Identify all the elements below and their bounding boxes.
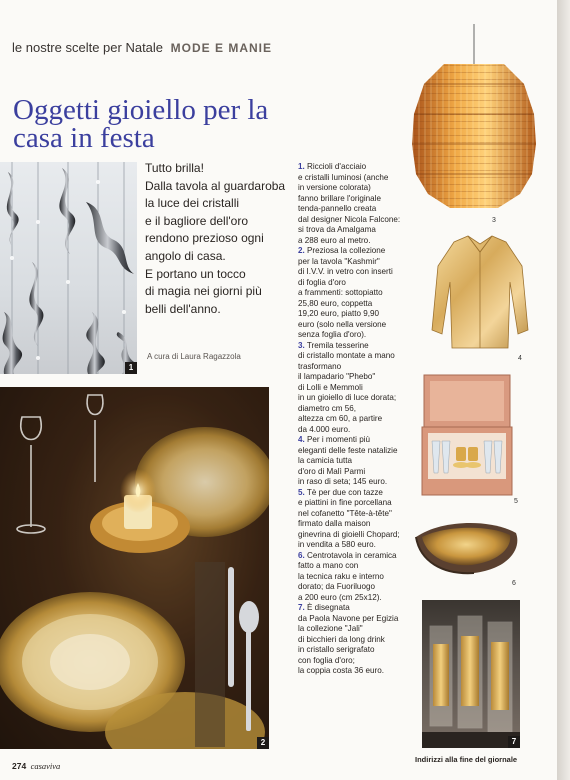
photo-number-5: 5 <box>514 498 518 503</box>
item-line: in un gioiello di luce dorata; <box>298 393 397 402</box>
intro-line: rendono prezioso ogni <box>145 231 264 246</box>
description-item-5 <box>298 488 423 499</box>
page-number: 274 <box>12 761 27 771</box>
item-line: Preziosa la collezione <box>307 246 386 255</box>
item-number: 6. <box>298 550 305 560</box>
item-line: Riccioli d'acciaio <box>307 162 367 171</box>
item-line: da Paola Navone per Egizia <box>298 613 399 623</box>
intro-line: angolo di casa. <box>145 248 226 263</box>
item-line: di Lolli e Memmoli <box>298 382 363 392</box>
description-item-6 <box>298 551 423 562</box>
item-line: a 200 euro (cm 25x12). <box>298 592 382 602</box>
item-number: 1. <box>298 162 305 171</box>
description-item-7 <box>298 603 423 614</box>
intro-line: belli dell'anno. <box>145 301 221 316</box>
item-line: dal designer Nicola Falcone: <box>298 214 401 224</box>
magazine-name: casaviva <box>30 761 61 771</box>
intro-line: e il bagliore dell'oro <box>145 213 249 228</box>
item-line: di cristallo montate a mano <box>298 351 395 360</box>
intro-line: la luce dei cristalli <box>145 196 240 211</box>
item-line: la tecnica raku e interno <box>298 571 384 581</box>
item-line: È disegnata <box>307 603 350 612</box>
item-line: e piattini in fine porcellana <box>298 498 392 507</box>
item-line: la coppia costa 36 euro. <box>298 666 384 675</box>
description-item-3 <box>298 341 423 352</box>
shirt-illustration <box>430 230 530 362</box>
addresses-note: Indirizzi alla fine del giornale <box>415 755 518 764</box>
photo-glasses <box>422 600 520 748</box>
item-number: 5. <box>298 487 305 497</box>
photo-table-setting <box>0 387 269 749</box>
header-kicker: le nostre scelte per Natale <box>12 40 164 55</box>
item-line: ginevrina di gioielli Chopard; <box>298 529 400 539</box>
item-line: di bicchieri da long drink <box>298 634 385 644</box>
item-line: da 4.000 euro. <box>298 424 351 434</box>
item-line: nel cofanetto "Tête-à-tête" <box>298 508 392 518</box>
item-line: trasformano <box>298 361 342 371</box>
item-line: tenda-pannello creata <box>298 204 377 213</box>
item-line: si trova da Amalgama <box>298 225 376 234</box>
item-line: diametro cm 56, <box>298 403 357 413</box>
item-line: la collezione "Jali" <box>298 624 363 633</box>
item-line: 19,20 euro, piatto 9,90 <box>298 309 380 318</box>
item-line: fanno brillare l'originale <box>298 193 381 203</box>
item-number: 4. <box>298 435 305 444</box>
item-line: in cristallo serigrafato <box>298 645 375 654</box>
item-line: Tremila tesserine <box>306 340 369 350</box>
header-section: MODE E MANIE <box>170 41 272 55</box>
item-line: a frammenti: sottopiatto <box>298 288 383 297</box>
item-line: Centrotavola in ceramica <box>307 550 397 560</box>
photo-number-2: 2 <box>257 737 269 749</box>
centerpiece-illustration <box>412 513 524 593</box>
item-line: di I.V.V. in vetro con inserti <box>298 267 393 276</box>
item-line: 25,80 euro, coppetta <box>298 298 373 308</box>
intro-line: E portano un tocco <box>145 266 246 281</box>
chandelier-illustration <box>398 24 550 229</box>
item-line: Per i momenti più <box>307 435 370 444</box>
item-line: firmato dalla maison <box>298 519 371 528</box>
photo-chandelier <box>398 24 550 229</box>
item-line: senza foglia d'oro). <box>298 330 367 339</box>
description-item-4 <box>298 435 423 446</box>
item-line: la camicia tutta <box>298 456 352 465</box>
author-credit: A cura di Laura Ragazzola <box>147 352 241 361</box>
item-line: di foglia d'oro <box>298 277 346 287</box>
photo-centerpiece <box>412 513 524 593</box>
item-number: 7. <box>298 603 305 612</box>
intro-text <box>145 160 293 318</box>
photo-number-1: 1 <box>125 362 137 374</box>
tea-box-illustration <box>420 373 520 503</box>
item-line: altezza cm 60, a partire <box>298 414 383 423</box>
item-line: eleganti delle feste natalizie <box>298 445 398 455</box>
item-line: fatto a mano con <box>298 561 359 570</box>
description-item-2 <box>298 246 423 257</box>
section-header <box>12 40 272 55</box>
item-line: il lampadario "Phebo" <box>298 372 376 381</box>
item-line: in versione colorata) <box>298 183 371 192</box>
item-line: in vendita a 580 euro. <box>298 540 376 549</box>
curtain-illustration <box>0 162 137 374</box>
photo-number-3: 3 <box>492 217 496 224</box>
item-line: Tè per due con tazze <box>306 487 383 497</box>
item-line: euro (solo nella versione <box>298 319 387 329</box>
product-descriptions <box>298 162 423 677</box>
item-line: in raso di seta; 145 euro. <box>298 477 388 486</box>
article-title: Oggetti gioiello per la casa in festa <box>13 94 269 154</box>
photo-number-6: 6 <box>512 580 516 587</box>
page-footer <box>12 761 60 771</box>
intro-line: di magia nei giorni più <box>145 284 262 299</box>
photo-number-7: 7 <box>508 736 520 748</box>
intro-line: Dalla tavola al guardaroba <box>145 178 286 193</box>
item-line: con foglia d'oro; <box>298 655 355 665</box>
intro-line: Tutto brilla! <box>145 161 204 175</box>
item-line: per la tavola "Kashmir" <box>298 256 380 266</box>
photo-curtain <box>0 162 137 374</box>
item-number: 2. <box>298 246 305 255</box>
photo-gold-shirt <box>430 230 530 362</box>
table-illustration <box>0 387 269 749</box>
glasses-illustration <box>422 600 520 748</box>
item-line: dorato; da Fuoriluogo <box>298 582 375 591</box>
photo-tea-box <box>420 373 520 503</box>
item-number: 3. <box>298 340 305 350</box>
page-edge <box>557 0 570 780</box>
photo-number-4: 4 <box>518 355 522 362</box>
item-line: d'oro di Malì Parmi <box>298 466 366 476</box>
item-line: e cristalli luminosi (anche <box>298 172 389 182</box>
item-line: a 288 euro al metro. <box>298 235 371 245</box>
